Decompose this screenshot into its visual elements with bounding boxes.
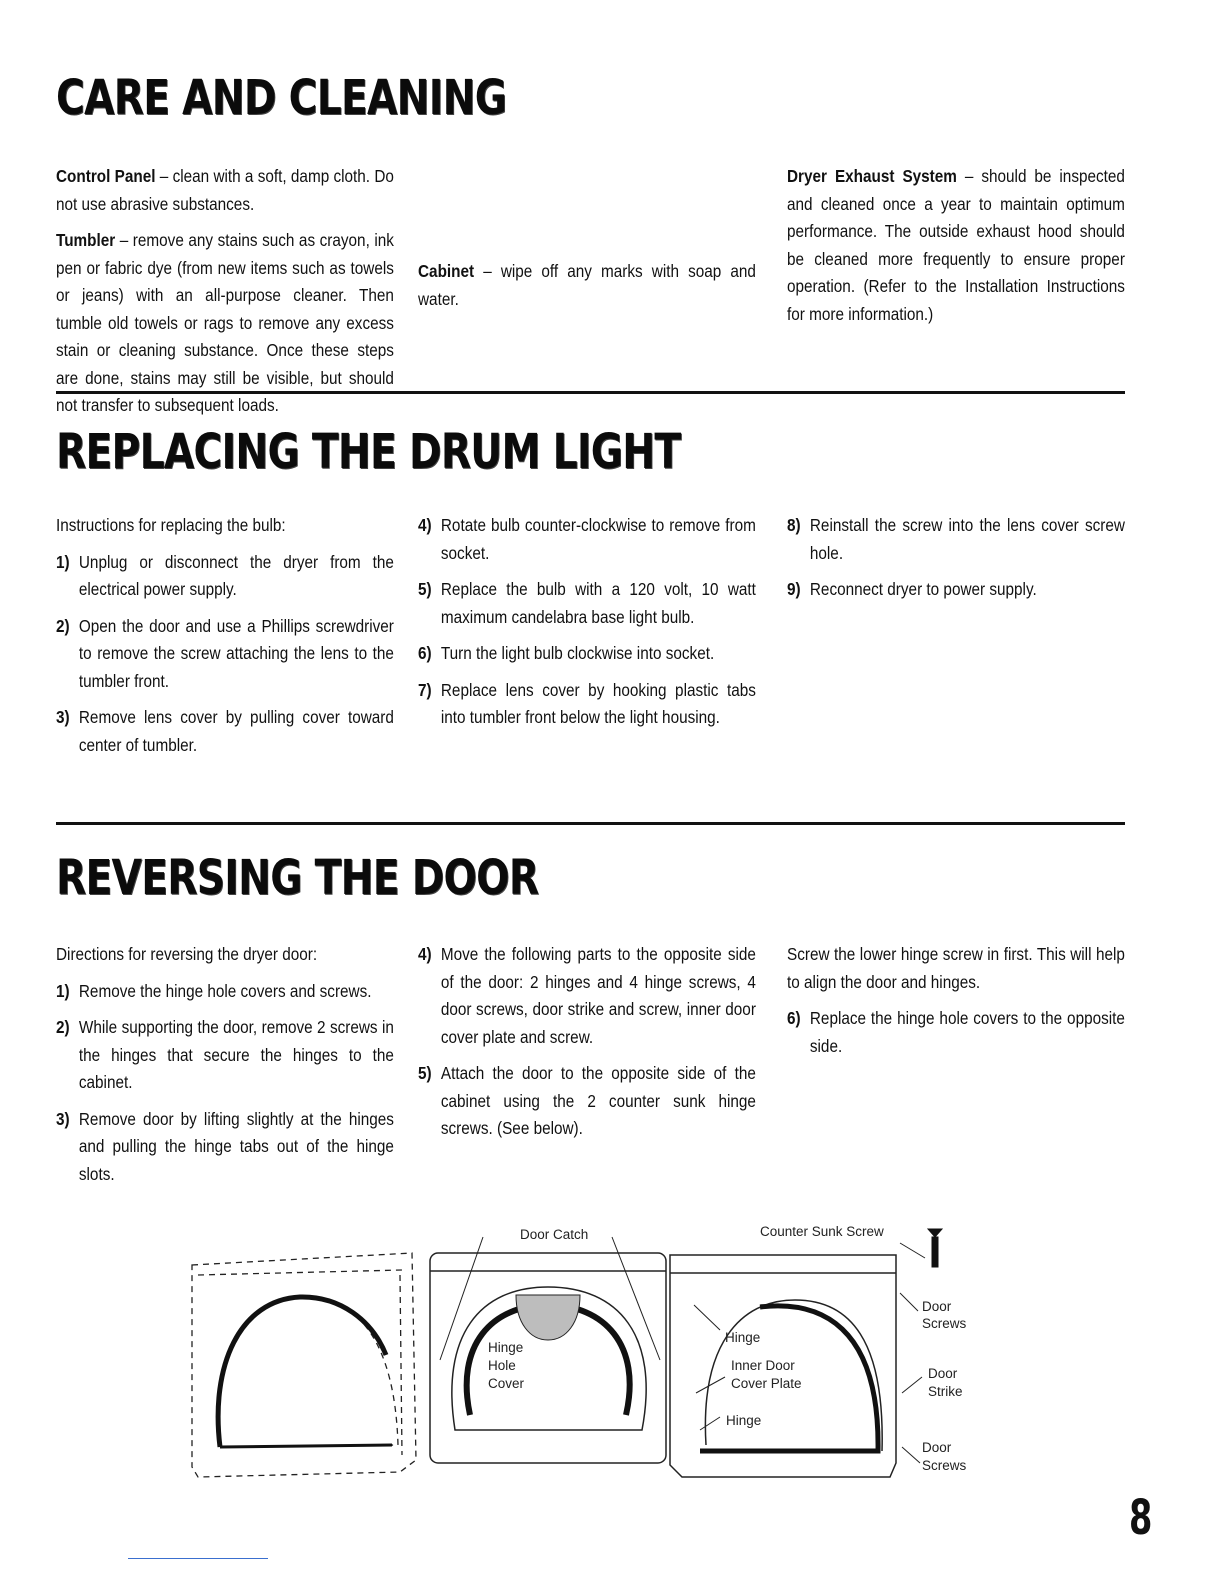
door-screws-top-label-2: Screws: [922, 1316, 967, 1331]
door-col-2: [418, 941, 756, 1152]
counter-sunk-screw-icon: [928, 1229, 942, 1267]
door-strike-label-1: Door: [928, 1366, 958, 1381]
list-item: [56, 549, 394, 604]
inner-door-cover-plate-label-1: Inner Door: [731, 1358, 795, 1373]
door-gasket-left-bottom: [220, 1445, 392, 1447]
section-divider: [56, 822, 1125, 825]
step-text: Open the door and use a Phillips screwdriver to remove the screw attaching the lens to the tumbler front.: [78, 615, 394, 691]
list-item: [418, 576, 756, 631]
drum-light-heading: REPLACING THE DRUM LIGHT: [56, 424, 681, 480]
cabinet-label: Cabinet: [418, 261, 475, 281]
list-item: [787, 1005, 1125, 1060]
drum-light-col-1: [56, 512, 394, 768]
list-item: [418, 677, 756, 732]
care-col-3: [787, 163, 1125, 337]
list-item: [418, 640, 756, 668]
door-heading: REVERSING THE DOOR: [56, 850, 539, 906]
list-item: [56, 704, 394, 759]
door-screws-bottom-label-2: Screws: [922, 1458, 967, 1473]
inner-door-cover-plate-label-2: Cover Plate: [731, 1376, 802, 1391]
step-number: 7): [418, 679, 432, 700]
door-screws-bottom-label-1: Door: [922, 1440, 952, 1455]
step-text: While supporting the door, remove 2 screws in the hinges that secure the hinges to the cabinet.: [78, 1017, 394, 1092]
step-number: 6): [787, 1008, 801, 1028]
care-col-1: [56, 163, 394, 429]
step-number: 2): [56, 1017, 70, 1037]
door-screws-top-label-1: Door: [922, 1299, 952, 1314]
counter-sunk-screw-label: Counter Sunk Screw: [760, 1224, 884, 1239]
exhaust-paragraph: [787, 163, 1125, 328]
drum-light-intro: Instructions for replacing the bulb:: [56, 515, 286, 535]
door-reversal-diagram: [0, 1215, 1224, 1490]
step-text: Replace the hinge hole covers to the opposite side.: [809, 1008, 1125, 1056]
step-number: 1): [56, 980, 70, 1001]
step-number: 1): [56, 551, 70, 572]
step-number: 2): [56, 615, 70, 636]
list-item: [56, 978, 394, 1006]
hinge-upper-label: Hinge: [725, 1330, 761, 1345]
step-text: Rotate bulb counter-clockwise to remove from socket.: [440, 515, 756, 563]
tumbler-label: Tumbler: [56, 230, 116, 250]
list-item: [56, 1014, 394, 1097]
step-number: 6): [418, 643, 432, 663]
door-note: Screw the lower hinge screw in first. This will help to align the door and hinges.: [787, 944, 1125, 992]
section-divider: [56, 391, 1125, 394]
page-number: 8: [1128, 1490, 1152, 1546]
step-text: Reinstall the screw into the lens cover screw hole.: [809, 515, 1125, 563]
step-number: 8): [787, 515, 801, 535]
step-number: 3): [56, 707, 70, 727]
step-number: 5): [418, 1063, 432, 1083]
drum-light-housing: [516, 1295, 580, 1340]
door-col-1: [56, 941, 394, 1197]
list-item: [418, 1060, 756, 1143]
cabinet-paragraph: [418, 258, 756, 313]
door-catch-label: Door Catch: [520, 1227, 589, 1242]
control-panel-text: – clean with a soft, damp cloth. Do not use abrasive substances.: [56, 166, 394, 214]
hinge-lower-label: Hinge: [726, 1413, 762, 1428]
care-col-2: [418, 258, 756, 322]
hinge-hole-cover-label-3: Cover: [488, 1376, 525, 1391]
step-text: Remove the hinge hole covers and screws.: [78, 980, 372, 1001]
door-gasket-left: [218, 1297, 386, 1447]
control-panel-label: Control Panel: [56, 166, 156, 186]
drum-light-col-2: [418, 512, 756, 741]
step-text: Unplug or disconnect the dryer from the electrical power supply.: [78, 551, 394, 599]
care-heading: CARE AND CLEANING: [56, 70, 507, 126]
list-item: [56, 613, 394, 696]
step-text: Remove door by lifting slightly at the hinges and pulling the hinge tabs out of the hinge slots.: [78, 1108, 394, 1184]
step-number: 4): [418, 944, 432, 964]
step-number: 5): [418, 579, 432, 599]
list-item: [418, 512, 756, 567]
exhaust-label: Dryer Exhaust System: [787, 166, 957, 186]
step-text: Reconnect dryer to power supply.: [809, 579, 1037, 599]
door-strike-label-2: Strike: [928, 1384, 963, 1399]
step-text: Turn the light bulb clockwise into socket.: [440, 643, 715, 663]
step-text: Replace the bulb with a 120 volt, 10 watt maximum candelabra base light bulb.: [440, 579, 756, 627]
step-text: Replace lens cover by hooking plastic tabs into tumbler front below the light housing.: [440, 679, 756, 727]
hinge-hole-cover-label-2: Hole: [488, 1358, 516, 1373]
step-number: 9): [787, 579, 801, 599]
step-number: 3): [56, 1108, 70, 1129]
cabinet-text: – wipe off any marks with soap and water.: [418, 261, 756, 309]
list-item: [787, 576, 1125, 604]
exhaust-text: – should be inspected and cleaned once a year to maintain optimum performance. The outside exhaust hood should be cleaned more frequently to ensure proper operation. (Refer to the Installation Instructions for more information.): [787, 166, 1125, 324]
list-item: [56, 1106, 394, 1189]
step-text: Move the following parts to the opposite side of the door: 2 hinges and 4 hinge screws, 4 door screws, door strike and screw, inner door cover plate and screw.: [440, 944, 756, 1047]
step-number: 4): [418, 515, 432, 535]
step-text: Attach the door to the opposite side of the cabinet using the 2 counter sunk hinge screws. (See below).: [440, 1063, 756, 1138]
list-item: [787, 512, 1125, 567]
list-item: [418, 941, 756, 1051]
control-panel-paragraph: [56, 163, 394, 218]
footer-line: [128, 1558, 268, 1559]
drum-light-col-3: [787, 512, 1125, 613]
door-col-3: [787, 941, 1125, 1069]
step-text: Remove lens cover by pulling cover toward center of tumbler.: [78, 707, 394, 755]
tumbler-text: – remove any stains such as crayon, ink pen or fabric dye (from new items such as towels or jeans) with an all-purpose cleaner. Then tumble old towels or rags to remove any excess stain or cleaning substance. Once these steps are done, stains may still be visible, but should not transfer to subsequent loads.: [56, 230, 394, 415]
hinge-hole-cover-label-1: Hinge: [488, 1340, 524, 1355]
door-intro: Directions for reversing the dryer door:: [56, 944, 318, 964]
